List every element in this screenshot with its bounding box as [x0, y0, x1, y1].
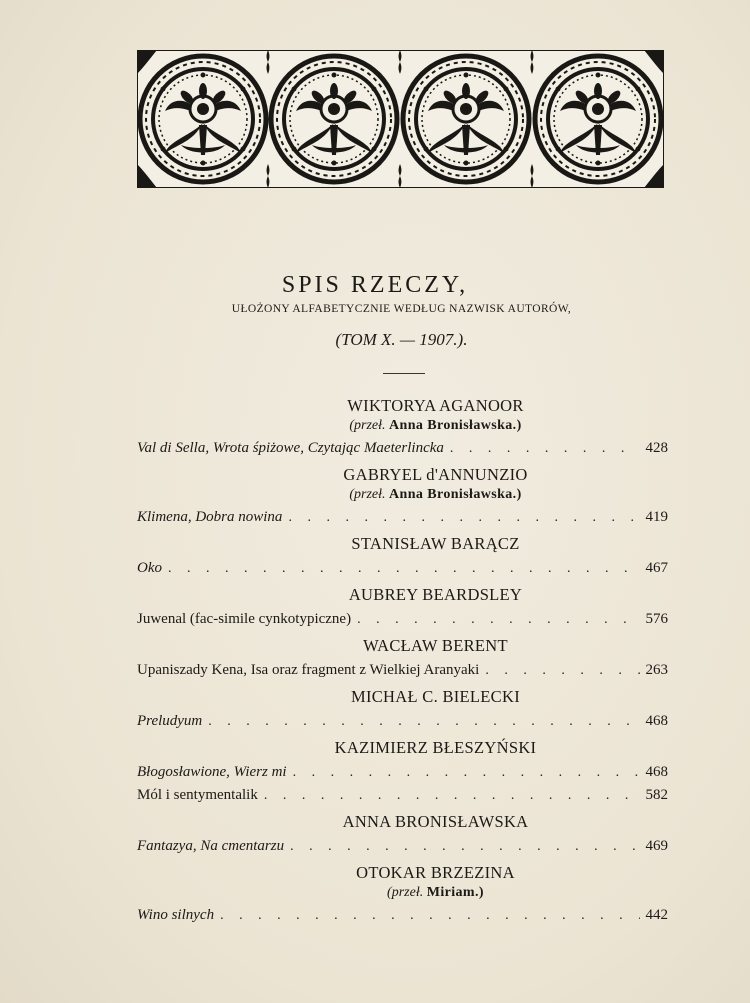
toc-entry: [137, 437, 668, 460]
page-number: 419: [645, 509, 668, 525]
author-name: ANNA BRONISŁAWSKA: [342, 812, 529, 831]
dot-leader: [485, 660, 639, 682]
entry-title: Val di Sella, Wrota śpiżowe, Czytając Maeterlincka: [137, 440, 444, 456]
toc-group: [137, 811, 668, 858]
translator-label: (przeł.: [349, 418, 386, 433]
toc-group: [137, 395, 668, 460]
author-name: WIKTORYA AGANOOR: [347, 396, 524, 415]
toc-group: [137, 635, 668, 682]
page-number: 468: [645, 764, 668, 780]
entry-title: Upaniszady Kena, Isa oraz fragment z Wielkiej Aranyaki: [137, 662, 480, 678]
dot-leader: [208, 711, 639, 733]
page-number: 467: [645, 560, 668, 576]
toc-entry: [137, 557, 668, 580]
toc-group: [137, 862, 668, 927]
dot-leader: [293, 762, 640, 784]
author-name: AUBREY BEARDSLEY: [348, 585, 523, 604]
dot-leader: [264, 785, 640, 807]
dot-leader: [357, 609, 639, 631]
toc-entry: [137, 710, 668, 733]
translator-line: [203, 884, 668, 902]
entry-title: Wino silnych: [137, 907, 215, 923]
toc-entry: [137, 784, 668, 807]
translator-name: Anna Bronisławska.): [389, 418, 522, 433]
toc-group: [137, 584, 668, 631]
dot-leader: [288, 507, 639, 529]
toc-group: [137, 737, 668, 807]
entry-title: Preludyum: [137, 713, 203, 729]
dot-leader: [168, 558, 640, 580]
author-name: WACŁAW BERENT: [363, 636, 508, 655]
entry-title: Błogosławione, Wierz mi: [137, 764, 287, 780]
page-number: 576: [645, 611, 668, 627]
author-name: GABRYEL d'ANNUNZIO: [343, 465, 528, 484]
floral-ornament-banner: [137, 50, 664, 188]
dot-leader: [450, 438, 640, 460]
toc-entry: [137, 506, 668, 529]
entry-title: Juwenal (fac-simile cynkotypiczne): [137, 611, 352, 627]
toc-group: [137, 686, 668, 733]
page-subtitle: UŁOŻONY ALFABETYCZNIE WEDŁUG NAZWISK AUTORÓW,: [231, 303, 572, 315]
toc-entry: [137, 608, 668, 631]
entry-title: Klimena, Dobra nowina: [137, 509, 283, 525]
page-number: 582: [645, 787, 668, 803]
page-title: SPIS RZECZY,: [281, 272, 469, 298]
table-of-contents: [137, 395, 668, 931]
author-name: OTOKAR BRZEZINA: [356, 863, 515, 882]
translator-line: [203, 417, 668, 435]
toc-entry: [137, 835, 668, 858]
toc-entry: [137, 904, 668, 927]
page-number: 428: [645, 440, 668, 456]
page-number: 469: [645, 838, 668, 854]
toc-group: [137, 533, 668, 580]
page-number: 468: [645, 713, 668, 729]
toc-entry: [137, 761, 668, 784]
entry-title: Mól i sentymentalik: [137, 787, 258, 803]
page-number: 263: [645, 662, 668, 678]
translator-label: (przeł.: [349, 487, 386, 502]
page-number: 442: [645, 907, 668, 923]
divider-rule: [383, 373, 425, 374]
translator-name: Anna Bronisławska.): [389, 487, 522, 502]
translator-label: (przeł.: [387, 885, 424, 900]
dot-leader: [290, 836, 639, 858]
author-name: KAZIMIERZ BŁESZYŃSKI: [334, 738, 537, 757]
translator-name: Miriam.): [426, 885, 484, 900]
toc-entry: [137, 659, 668, 682]
volume-label: (TOM X. — 1907.).: [335, 330, 468, 349]
toc-group: [137, 464, 668, 529]
author-name: STANISŁAW BARĄCZ: [351, 534, 520, 553]
author-name: MICHAŁ C. BIELECKI: [350, 687, 520, 706]
entry-title: Oko: [137, 560, 162, 576]
translator-line: [203, 486, 668, 504]
dot-leader: [220, 905, 639, 927]
entry-title: Fantazya, Na cmentarzu: [137, 838, 285, 854]
